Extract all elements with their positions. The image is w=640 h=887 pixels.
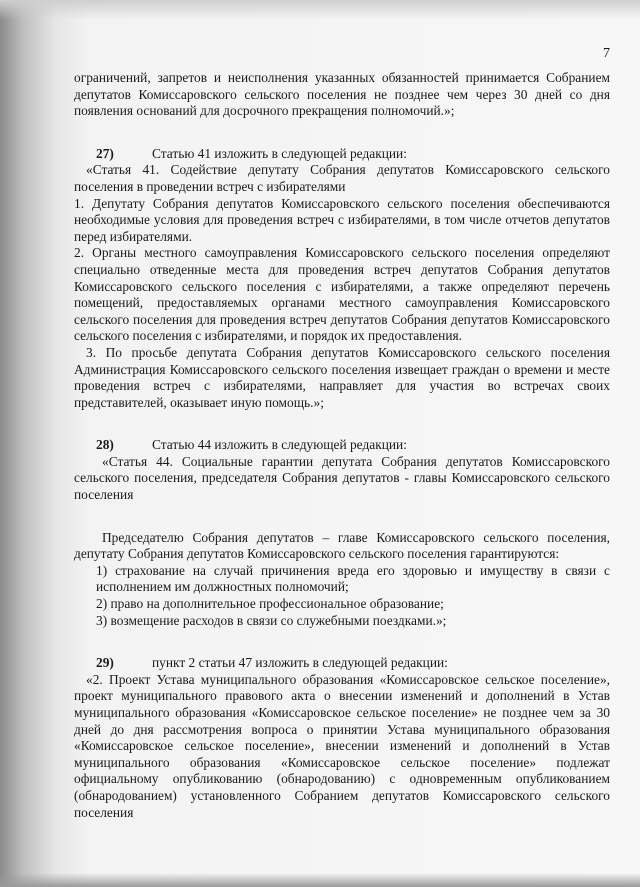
article-44-item-1: 1) страхование на случай причинения вреда его здоровью и имуществу в связи с исполнением им должностных полномочий;	[96, 562, 610, 595]
item-28-text: Статью 44 изложить в следующей редакции:	[152, 437, 407, 453]
item-29-text: пункт 2 статьи 47 изложить в следующей редакции:	[152, 655, 448, 671]
item-29-number: 29)	[96, 655, 114, 671]
scan-bottom-edge	[0, 873, 640, 887]
article-44-item-2: 2) право на дополнительное профессиональное образование;	[96, 596, 444, 612]
paragraph-continuation: ограничений, запретов и неисполнения указанных обязанностей принимается Собранием депутатов Комиссаровского сельского поселения не позднее чем через 30 дней со дня появления оснований для досрочного прекращения полномочий.»;	[74, 70, 610, 119]
scan-top-edge	[0, 0, 640, 20]
item-28-number: 28)	[96, 437, 114, 453]
item-29-heading	[74, 655, 610, 672]
page-number: 7	[603, 46, 610, 61]
article-41-title: «Статья 41. Содействие депутату Собрания депутатов Комиссаровского сельского поселения в проведении встреч с избирателями	[74, 162, 610, 194]
article-44-item-3: 3) возмещение расходов в связи со служебными поездками.»;	[96, 612, 447, 628]
article-41-clause-1: 1. Депутату Собрания депутатов Комиссаровского сельского поселения обеспечиваются необходимые условия для проведения встреч с избирателями, в том числе отчетов депутатов перед избирателями.	[74, 195, 610, 244]
article-47-clause-2: «2. Проект Устава муниципального образования «Комиссаровское сельское поселение», проект муниципального правового акта о внесении изменений и дополнений в Устав муниципального образования «Комиссаровское сельское поселение» не позднее чем за 30 дней до дня рассмотрения вопроса о принятии Устава муниципального образования «Комиссаровское сельское поселение», внесении изменений и дополнений в Устав муниципального образования «Комиссаровское сельское поселение» подлежат официальному опубликованию (обнародованию) с одновременным опубликованием (обнародованием) установленного Собранием депутатов Комиссаровского сельского поселения	[74, 671, 610, 820]
article-44-intro: Председателю Собрания депутатов – главе Комиссаровского сельского поселения, депутату Собрания депутатов Комиссаровского сельского поселения гарантируются:	[74, 529, 610, 562]
item-27-heading	[74, 146, 610, 163]
article-41-clause-2: 2. Органы местного самоуправления Комиссаровского сельского поселения определяют специально отведенные места для проведения встреч депутатов Собрания депутатов Комиссаровского сельского поселения с избирателями, а также определяют перечень помещений, предоставляемых органами местного самоуправления Комиссаровского сельского поселения для проведения встреч депутатов Собрания депутатов Комиссаровского сельского поселения с избирателями, и порядок их предоставления.	[74, 245, 610, 344]
article-41-clause-3: 3. По просьбе депутата Собрания депутатов Комиссаровского сельского поселения Администрация Комиссаровского сельского поселения извещает граждан о времени и месте проведения встреч с избирателями, направляет для участия во встречах своих представителей, оказывает иную помощь.»;	[74, 344, 610, 410]
item-27-text: Статью 41 изложить в следующей редакции:	[152, 145, 407, 161]
article-44-title: «Статья 44. Социальные гарантии депутата Собрания депутатов Комиссаровского сельского поселения, председателя Собрания депутатов - главы Комиссаровского сельского поселения	[74, 453, 610, 503]
item-27-number: 27)	[96, 145, 114, 161]
document-body	[74, 70, 610, 821]
item-28-heading	[74, 437, 610, 454]
